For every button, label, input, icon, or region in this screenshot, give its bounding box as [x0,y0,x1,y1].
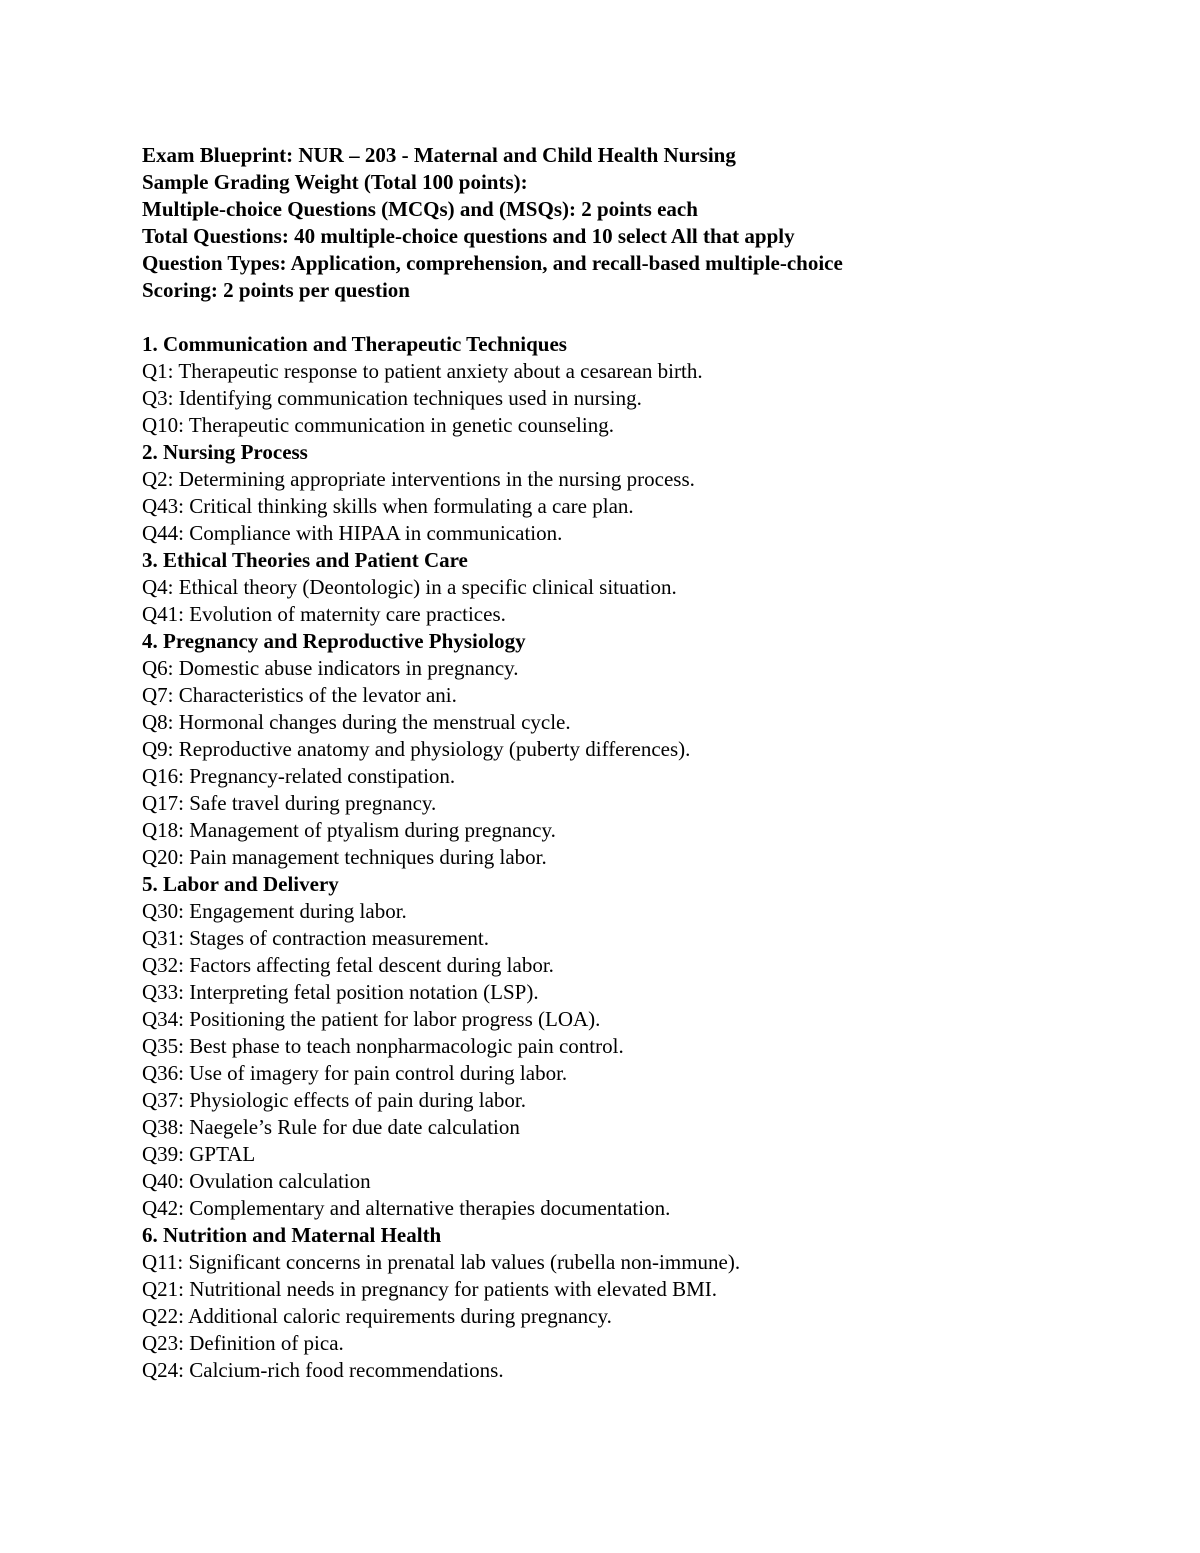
question-item: Q42: Complementary and alternative therapies documentation. [142,1196,671,1220]
section-labor-delivery [142,871,1102,1222]
question-item: Q10: Therapeutic communication in genetic counseling. [142,413,614,437]
section-heading: 3. Ethical Theories and Patient Care [142,548,468,572]
section-heading: 6. Nutrition and Maternal Health [142,1223,442,1247]
question-item: Q22: Additional caloric requirements during pregnancy. [142,1304,612,1328]
question-item: Q1: Therapeutic response to patient anxiety about a cesarean birth. [142,359,703,383]
question-item: Q38: Naegele’s Rule for due date calculation [142,1115,520,1139]
section-nutrition [142,1222,1102,1384]
exam-title: Exam Blueprint: NUR – 203 - Maternal and Child Health Nursing [142,143,736,167]
document-page [142,142,1102,1384]
question-item: Q16: Pregnancy-related constipation. [142,764,456,788]
section-heading: 5. Labor and Delivery [142,872,339,896]
question-item: Q11: Significant concerns in prenatal lab values (rubella non-immune). [142,1250,741,1274]
question-item: Q40: Ovulation calculation [142,1169,371,1193]
section-heading: 1. Communication and Therapeutic Techniques [142,332,567,356]
section-pregnancy-physiology [142,628,1102,871]
question-item: Q2: Determining appropriate interventions in the nursing process. [142,467,695,491]
question-item: Q44: Compliance with HIPAA in communication. [142,521,563,545]
question-item: Q9: Reproductive anatomy and physiology (puberty differences). [142,737,691,761]
question-item: Q17: Safe travel during pregnancy. [142,791,437,815]
question-item: Q41: Evolution of maternity care practices. [142,602,506,626]
mcq-points-line: Multiple-choice Questions (MCQs) and (MSQs): 2 points each [142,197,698,221]
question-item: Q4: Ethical theory (Deontologic) in a specific clinical situation. [142,575,677,599]
grading-weight-line: Sample Grading Weight (Total 100 points): [142,170,528,194]
total-questions-line: Total Questions: 40 multiple-choice questions and 10 select All that apply [142,224,795,248]
question-item: Q31: Stages of contraction measurement. [142,926,489,950]
section-communication [142,331,1102,439]
question-item: Q3: Identifying communication techniques used in nursing. [142,386,642,410]
question-item: Q7: Characteristics of the levator ani. [142,683,457,707]
section-heading: 4. Pregnancy and Reproductive Physiology [142,629,526,653]
question-item: Q35: Best phase to teach nonpharmacologic pain control. [142,1034,624,1058]
question-item: Q20: Pain management techniques during labor. [142,845,547,869]
question-item: Q23: Definition of pica. [142,1331,344,1355]
question-item: Q6: Domestic abuse indicators in pregnancy. [142,656,519,680]
question-item: Q34: Positioning the patient for labor progress (LOA). [142,1007,601,1031]
section-ethical-theories [142,547,1102,628]
question-item: Q8: Hormonal changes during the menstrual cycle. [142,710,571,734]
question-types-line: Question Types: Application, comprehension, and recall-based multiple-choice [142,251,843,275]
question-item: Q37: Physiologic effects of pain during labor. [142,1088,526,1112]
question-item: Q32: Factors affecting fetal descent during labor. [142,953,554,977]
question-item: Q36: Use of imagery for pain control during labor. [142,1061,568,1085]
section-heading: 2. Nursing Process [142,440,308,464]
question-item: Q21: Nutritional needs in pregnancy for patients with elevated BMI. [142,1277,718,1301]
question-item: Q43: Critical thinking skills when formulating a care plan. [142,494,634,518]
scoring-line: Scoring: 2 points per question [142,278,410,302]
section-nursing-process [142,439,1102,547]
blueprint-header [142,142,1102,304]
question-item: Q24: Calcium-rich food recommendations. [142,1358,504,1382]
question-item: Q18: Management of ptyalism during pregnancy. [142,818,556,842]
spacer [142,304,1102,331]
question-item: Q33: Interpreting fetal position notation (LSP). [142,980,539,1004]
question-item: Q30: Engagement during labor. [142,899,407,923]
question-item: Q39: GPTAL [142,1142,256,1166]
